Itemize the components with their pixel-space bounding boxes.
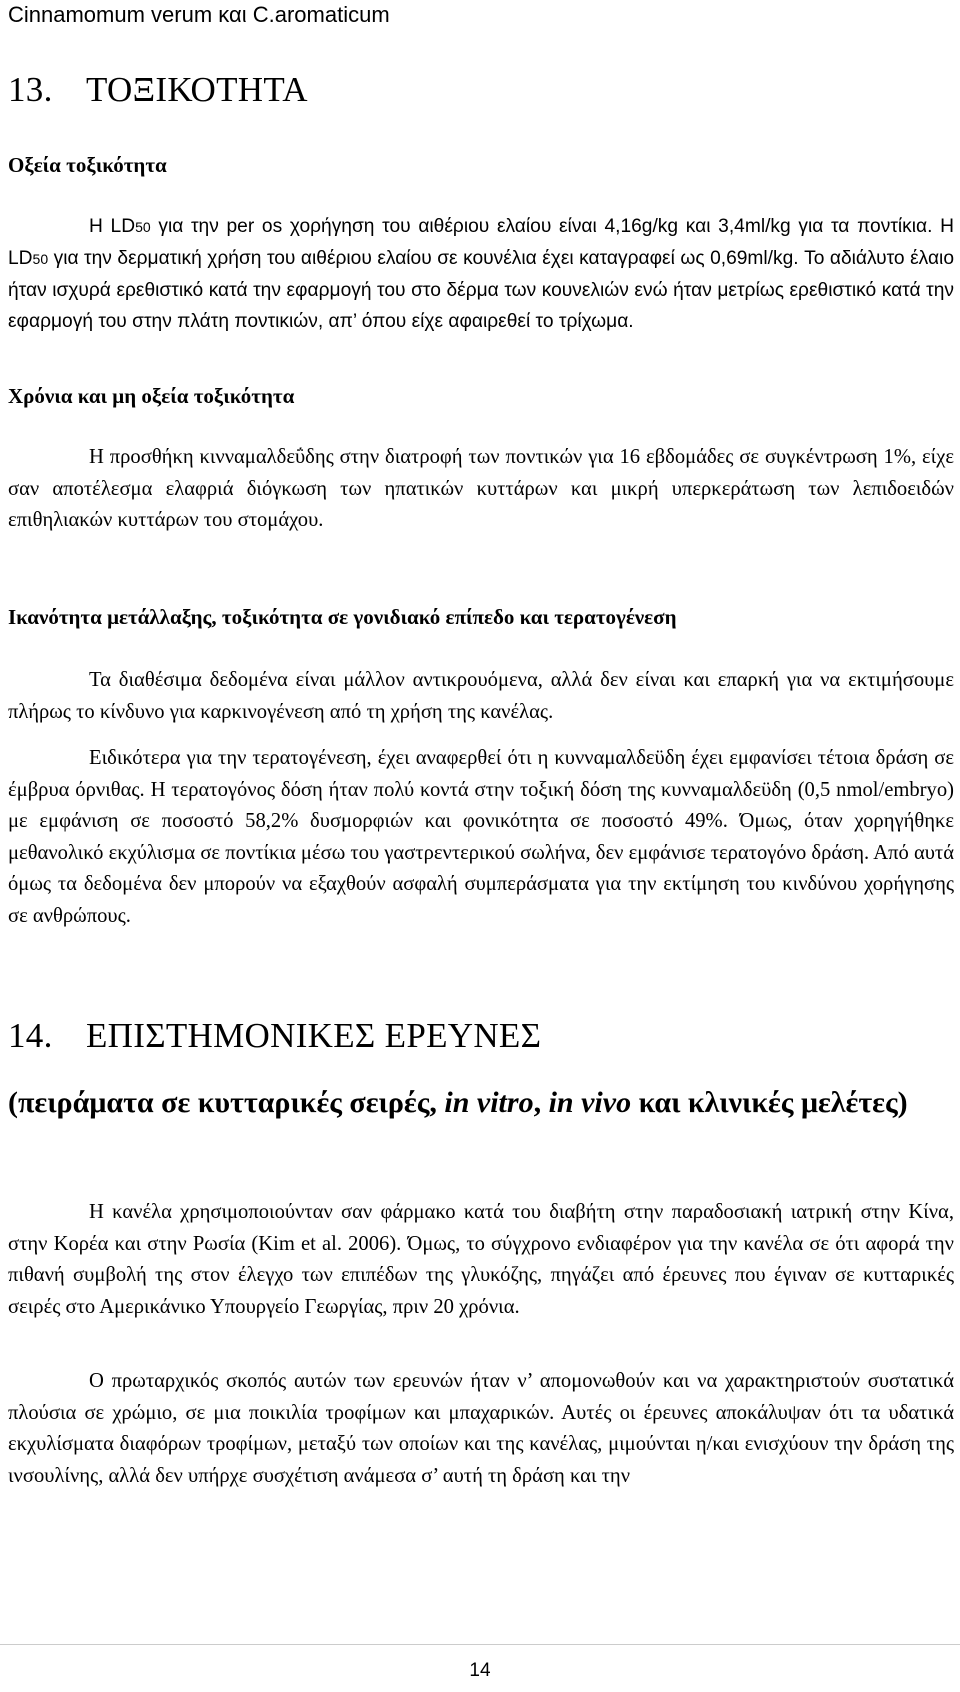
- section-13-title: ΤΟΞΙΚΟΤΗΤΑ: [86, 70, 308, 109]
- page-number: 14: [469, 1660, 491, 1681]
- section-14-subtitle: [8, 1081, 908, 1125]
- research-paragraph-2: [8, 1366, 954, 1492]
- mutagenicity-text-2: Ειδικότερα για την τερατογένεση, έχει αναφερθεί ότι η κυνναμαλδεϋδη έχει εμφανίσει τέτοια δράση σε έμβρυα όρνιθας. Η τερατογόνος δόση ήταν πολύ κοντά στην τοξική δόση της κυνναμαλδεϋδη (0,5 nmol/embryo) με εμφάνιση σε ποσοστό 58,2% δυσμορφιών και φονικότητα σε ποσοστό 49%. Όμως, όταν χορηγήθηκε μεθανολικό εκχύλισμα σε ποντίκια μέσω του γαστρεντερικού σωλήνα, δεν εμφάνισε τερατογόνο δράση. Από αυτά όμως τα δεδομένα δεν μπορούν να εξαχθούν ασφαλή συμπεράσματα για την εκτίμηση του κινδύνου χορήγησης σε ανθρώπους.: [8, 747, 954, 927]
- chronic-toxicity-text: Η προσθήκη κινναμαλδεΰδης στην διατροφή των ποντικών για 16 εβδομάδες σε συγκέντρωση 1%, είχε σαν αποτέλεσμα ελαφριά διόγκωση των ηπατικών κυττάρων και μικρή υπερκεράτωση των λεπιδοειδών επιθηλιακών κυττάρων του στομάχου.: [8, 446, 954, 531]
- chronic-toxicity-paragraph: [8, 442, 954, 537]
- section-14-title: ΕΠΙΣΤΗΜΟΝΙΚΕΣ ΕΡΕΥΝΕΣ: [86, 1016, 542, 1055]
- section-13-heading: [8, 70, 308, 110]
- acute-toxicity-paragraph: [8, 211, 954, 337]
- research-paragraph-1: [8, 1197, 954, 1323]
- research-text-2: Ο πρωταρχικός σκοπός αυτών των ερευνών ήταν ν’ απομονωθούν και να χαρακτηριστούν συστατικά πλούσια σε χρώμιο, σε μια ποικιλία τροφίμων και μπαχαρικών. Αυτές οι έρευνες αποκάλυψαν ότι τα υδατικά εκχυλίσματα διαφόρων τροφίμων, μεταξύ των οποίων και της κανέλας, μιμούνται η/και ενισχύουν την δράση της ινσουλίνης, αλλά δεν υπήρχε συσχέτιση ανάμεσα σ’ αυτή τη δράση και την: [8, 1370, 954, 1487]
- ld50-text-b: για την per os χορήγηση του αιθέριου ελαίου είναι 4,16g/kg και 3,4ml/kg για τα ποντίκια. Η LD: [8, 216, 954, 269]
- acute-toxicity-heading: Οξεία τοξικότητα: [8, 153, 167, 177]
- mutagenicity-text-1: Τα διαθέσιμα δεδομένα είναι μάλλον αντικρουόμενα, αλλά δεν είναι και επαρκή για να εκτιμήσουμε πλήρως το κίνδυνο για καρκινογένεση από τη χρήση της κανέλας.: [8, 669, 954, 723]
- ld50-subscript-1: 50: [135, 219, 151, 235]
- ld50-subscript-2: 50: [32, 251, 49, 267]
- ld50-text-c: για την δερματική χρήση του αιθέριου ελαίου σε κουνέλια έχει καταγραφεί ως 0,69ml/kg. Το αδιάλυτο έλαιο ήταν ισχυρά ερεθιστικό κατά την εφαρμογή του στο δέρμα των κουνελιών ενώ ήταν μετρίως ερεθιστικό κατά την εφαρμογή του στην πλάτη ποντικιών, απ’ όπου είχε αφαιρεθεί το τρίχωμα.: [8, 248, 954, 332]
- subtitle-in-vivo: in vivo: [548, 1086, 632, 1119]
- subtitle-text-a: (πειράματα σε κυτταρικές σειρές,: [8, 1086, 445, 1119]
- section-13-number: 13.: [8, 70, 53, 109]
- mutagenicity-paragraph-2: [8, 743, 954, 932]
- footer-rule: [0, 1644, 960, 1645]
- subtitle-in-vitro: in vitro: [444, 1086, 534, 1119]
- chronic-toxicity-heading: Χρόνια και μη οξεία τοξικότητα: [8, 384, 295, 408]
- running-header: Cinnamomum verum και C.aromaticum: [8, 2, 390, 27]
- section-14-number: 14.: [8, 1016, 53, 1055]
- section-14-heading: [8, 1016, 541, 1056]
- ld50-text-a: Η LD: [89, 216, 136, 237]
- mutagenicity-paragraph-1: [8, 665, 954, 728]
- subtitle-text-b: ,: [533, 1086, 549, 1119]
- subtitle-text-c: και κλινικές μελέτες): [631, 1086, 908, 1119]
- mutagenicity-heading: Ικανότητα μετάλλαξης, τοξικότητα σε γονιδιακό επίπεδο και τερατογένεση: [8, 605, 677, 629]
- research-text-1: Η κανέλα χρησιμοποιούνταν σαν φάρμακο κατά του διαβήτη στην παραδοσιακή ιατρική στην Κίνα, στην Κορέα και στην Ρωσία (Kim et al. 2006). Όμως, το σύγχρονο ενδιαφέρον για την κανέλα σε ότι αφορά την πιθανή συμβολή της στον έλεγχο των επιπέδων της γλυκόζης, πηγάζει από έρευνες που έγιναν σε κυτταρικές σειρές στο Αμερικάνικο Υπουργείο Γεωργίας, πριν 20 χρόνια.: [8, 1201, 954, 1318]
